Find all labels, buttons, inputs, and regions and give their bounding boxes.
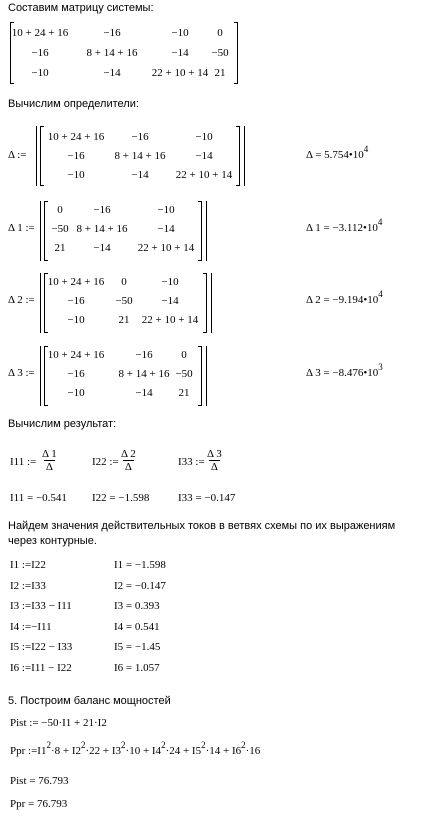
i11-def-den: Δ (45, 461, 53, 473)
det1-cell-r1c3: −10 (157, 204, 175, 216)
det2-cell-r1c1: 10 + 24 + 16 (47, 276, 105, 288)
matrix-cell-r1c2: −16 (103, 27, 121, 39)
i11-value: I11 = −0.541 (10, 492, 67, 504)
ppr-term: ·8 + I2 (50, 745, 81, 757)
heading-balance: 5. Построим баланс мощностей (8, 695, 171, 707)
branch-def-6: I6 :=I11 − I22 (10, 661, 72, 674)
i22-def-num: Δ 2 (121, 448, 136, 460)
det1-cell-r1c2: −16 (93, 204, 111, 216)
det2-cell-r2c1: −16 (67, 295, 85, 307)
det1-result (306, 217, 383, 234)
det1-right-bracket (198, 201, 202, 261)
det-main-cell-r2c3: −14 (195, 150, 213, 162)
ppr-term: ·10 + I4 (125, 745, 162, 757)
matrix-cell-r3c1: −10 (31, 67, 49, 79)
i11-def-lhs: I11 := (10, 456, 37, 468)
det3-cell-r3c2: −14 (135, 387, 153, 399)
ppr-term: ·22 + I3 (85, 745, 122, 757)
ppr-term: ·16 (245, 745, 261, 757)
pist-definition: Pist := −50·I1 + 21·I2 (10, 717, 107, 729)
det-main-cell-r3c3: 22 + 10 + 14 (175, 169, 233, 181)
det3-cell-r2c2: 8 + 14 + 16 (118, 368, 170, 380)
det3-label: Δ 3 := (8, 367, 35, 379)
det1-outer-right (206, 201, 207, 261)
branch-value-1: I1 = −1.598 (114, 559, 166, 571)
det1-cell-r2c2: 8 + 14 + 16 (76, 223, 128, 235)
branch-def-4: I4 :=−I11 (10, 620, 52, 633)
det1-outer-left (40, 201, 41, 261)
det3-cell-r1c1: 10 + 24 + 16 (47, 349, 105, 361)
heading-result: Вычислим результат: (8, 418, 117, 430)
matrix-cell-r2c3: −14 (171, 47, 189, 59)
det2-cell-r3c2: 21 (118, 314, 130, 326)
matrix-cell-r3c4: 21 (214, 67, 226, 79)
branch-def-3: I3 :=I33 − I11 (10, 600, 72, 612)
det2-result-label: Δ 2 = (306, 294, 330, 306)
det2-cell-r1c3: −10 (161, 276, 179, 288)
det1-result-exp: 4 (377, 217, 383, 227)
matrix-cell-r3c3: 22 + 10 + 14 (151, 67, 209, 79)
i11-def-num: Δ 1 (42, 448, 57, 460)
det3-result-exp: 3 (378, 362, 383, 372)
det1-left-bracket (44, 201, 48, 261)
i22-def-den: Δ (124, 461, 132, 473)
heading-currents: Найдем значения действительных токов в ветвях схемы по их выражениям через контурные. (8, 520, 396, 547)
ppr-exponent: 2 (241, 740, 246, 750)
i11-def-fraction (42, 448, 57, 473)
matrix-cell-r2c1: −16 (31, 47, 49, 59)
det1-cell-r2c1: −50 (51, 223, 69, 235)
det1-cell-r2c3: −14 (157, 223, 175, 235)
i33-def-lhs: I33 := (178, 456, 205, 468)
det-main-left-bracket (40, 126, 44, 186)
matrix-right-bracket (234, 22, 238, 84)
det1-cell-r3c3: 22 + 10 + 14 (137, 242, 195, 254)
det3-cell-r3c1: −10 (67, 387, 85, 399)
i33-def-den: Δ (210, 461, 218, 473)
det3-outer-left (40, 346, 41, 406)
det3-cell-r3c3: 21 (178, 387, 190, 399)
det-main-label: Δ := (8, 149, 27, 161)
det3-cell-r1c3: 0 (181, 349, 187, 361)
matrix-cell-r3c2: −14 (103, 67, 121, 79)
det-main-cell-r1c3: −10 (195, 131, 213, 143)
i33-value: I33 = −0.147 (178, 492, 236, 504)
det2-result (306, 289, 383, 306)
branch-def-5: I5 :=I22 − I33 (10, 641, 73, 653)
matrix-cell-r1c1: 10 + 24 + 16 (11, 27, 69, 39)
i33-def-num: Δ 3 (207, 448, 222, 460)
matrix-cell-r1c3: −10 (171, 27, 189, 39)
ppr-exponent: 2 (161, 740, 166, 750)
ppr-exponent: 2 (81, 740, 86, 750)
det3-cell-r1c2: −16 (135, 349, 153, 361)
det-main-cell-r2c1: −16 (67, 150, 85, 162)
branch-value-6: I6 = 1.057 (114, 661, 160, 674)
det-main-cell-r2c2: 8 + 14 + 16 (114, 150, 166, 162)
det2-cell-r3c3: 22 + 10 + 14 (141, 314, 199, 326)
det3-cell-r2c3: −50 (175, 368, 193, 380)
det2-outer-right (211, 273, 212, 333)
det1-cell-r3c1: 21 (54, 242, 66, 254)
det-main-result (306, 144, 369, 161)
i22-def-fraction (121, 448, 136, 473)
det2-cell-r2c2: −50 (115, 295, 133, 307)
det2-result-value: −9.194•10 (332, 294, 379, 306)
i22-value: I22 = −1.598 (92, 492, 150, 504)
ppr-exponent: 2 (121, 740, 126, 750)
det3-result-label: Δ 3 = (306, 367, 330, 379)
ppr-value: Ppr = 76.793 (10, 798, 68, 810)
branch-value-3: I3 = 0.393 (114, 600, 160, 612)
det-main-outer-right (244, 126, 245, 186)
det-main-result-value: 5.754•10 (324, 149, 364, 161)
det2-result-exp: 4 (378, 289, 383, 299)
branch-def-2: I2 :=I33 (10, 579, 46, 592)
det2-cell-r1c2: 0 (121, 276, 127, 288)
det3-outer-right (206, 346, 207, 406)
heading-matrix: Составим матрицу системы: (8, 2, 154, 14)
det2-label: Δ 2 := (8, 294, 35, 306)
det-main-cell-r1c1: 10 + 24 + 16 (47, 131, 105, 143)
det1-cell-r1c1: 0 (57, 204, 63, 216)
det2-right-bracket (203, 273, 207, 333)
i33-def-fraction (207, 448, 222, 473)
branch-value-2: I2 = −0.147 (114, 579, 166, 592)
det2-cell-r3c1: −10 (67, 314, 85, 326)
det-main-result-exp: 4 (363, 144, 369, 154)
det2-cell-r2c3: −14 (161, 295, 179, 307)
det3-cell-r2c1: −16 (67, 368, 85, 380)
det-main-cell-r3c2: −14 (131, 169, 149, 181)
det1-cell-r3c2: −14 (93, 242, 111, 254)
matrix-cell-r2c4: −50 (211, 47, 229, 59)
det1-label: Δ 1 := (8, 222, 35, 234)
det3-result-value: −8.476•10 (332, 367, 379, 379)
det-main-right-bracket (236, 126, 240, 186)
ppr-term: ·24 + I5 (165, 745, 202, 757)
det3-result (306, 362, 383, 379)
matrix-cell-r2c2: 8 + 14 + 16 (86, 47, 138, 59)
det1-result-value: −3.112•10 (332, 222, 378, 234)
det-main-outer-left (36, 126, 37, 186)
i22-def-lhs: I22 := (92, 456, 119, 468)
ppr-term: Ppr :=I1 (10, 745, 47, 757)
ppr-term: ·14 + I6 (205, 745, 242, 757)
matrix-cell-r1c4: 0 (217, 27, 223, 39)
det3-right-bracket (198, 346, 202, 406)
branch-def-1: I1 :=I22 (10, 559, 46, 571)
heading-determinants: Вычислим определители: (8, 98, 139, 110)
pist-value: Pist = 76.793 (10, 775, 69, 787)
ppr-exponent: 2 (46, 740, 51, 750)
det-main-result-label: Δ = (306, 149, 322, 161)
ppr-exponent: 2 (201, 740, 206, 750)
branch-value-4: I4 = 0.541 (114, 620, 160, 633)
det-main-cell-r1c2: −16 (131, 131, 149, 143)
branch-value-5: I5 = −1.45 (114, 641, 161, 653)
ppr-definition (10, 740, 261, 757)
det-main-cell-r3c1: −10 (67, 169, 85, 181)
det1-result-label: Δ 1 = (306, 222, 330, 234)
det2-outer-left (40, 273, 41, 333)
